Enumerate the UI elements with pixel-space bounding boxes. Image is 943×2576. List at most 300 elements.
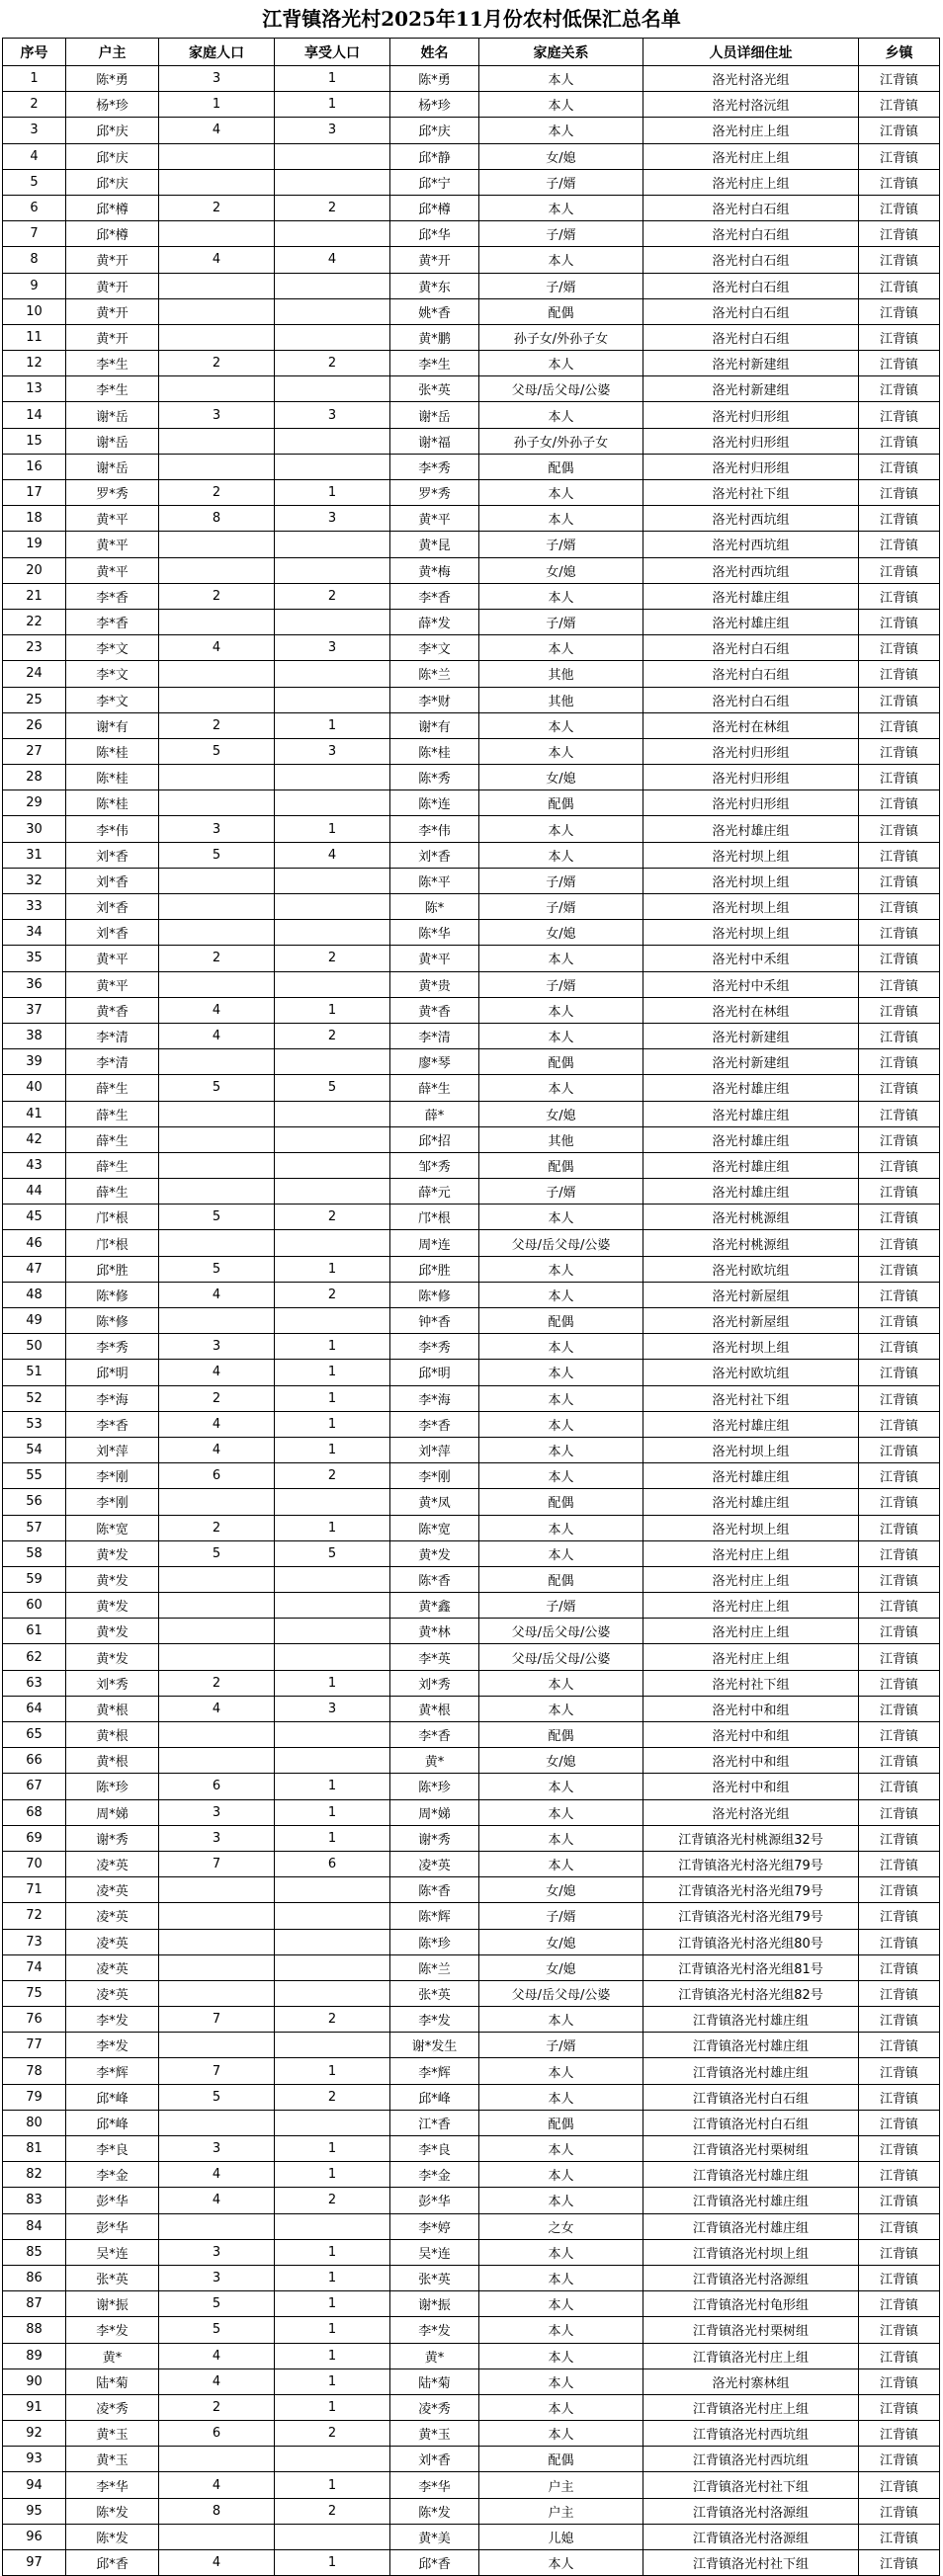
cell-name: 邱*胜 bbox=[390, 1256, 479, 1282]
cell-town: 江背镇 bbox=[859, 376, 940, 402]
cell-household-head: 黄*开 bbox=[66, 324, 159, 350]
cell-family-size: 5 bbox=[159, 738, 275, 764]
cell-beneficiaries: 2 bbox=[275, 1282, 390, 1307]
cell-town: 江背镇 bbox=[859, 712, 940, 738]
table-row bbox=[3, 2472, 940, 2498]
cell-relation: 本人 bbox=[479, 712, 643, 738]
cell-family-size: 3 bbox=[159, 1825, 275, 1851]
cell-family-size: 8 bbox=[159, 506, 275, 532]
table-row bbox=[3, 2007, 940, 2033]
cell-seq: 32 bbox=[3, 868, 66, 893]
cell-seq: 47 bbox=[3, 1256, 66, 1282]
cell-name: 张*英 bbox=[390, 2265, 479, 2290]
cell-family-size: 5 bbox=[159, 842, 275, 868]
table-row bbox=[3, 1980, 940, 2006]
cell-family-size bbox=[159, 687, 275, 712]
cell-seq: 97 bbox=[3, 2550, 66, 2576]
cell-address: 洛光村新建组 bbox=[643, 351, 859, 376]
cell-family-size bbox=[159, 868, 275, 893]
cell-relation: 本人 bbox=[479, 1075, 643, 1101]
table-row bbox=[3, 971, 940, 997]
cell-family-size bbox=[159, 376, 275, 402]
cell-seq: 6 bbox=[3, 195, 66, 220]
cell-relation: 配偶 bbox=[479, 1308, 643, 1334]
cell-family-size bbox=[159, 1980, 275, 2006]
cell-relation: 子/婿 bbox=[479, 1179, 643, 1205]
cell-beneficiaries bbox=[275, 1101, 390, 1126]
cell-family-size bbox=[159, 273, 275, 298]
cell-relation: 本人 bbox=[479, 2239, 643, 2265]
table-row bbox=[3, 635, 940, 661]
cell-town: 江背镇 bbox=[859, 1437, 940, 1462]
cell-seq: 94 bbox=[3, 2472, 66, 2498]
cell-town: 江背镇 bbox=[859, 247, 940, 273]
cell-address: 洛光村中和组 bbox=[643, 1722, 859, 1748]
cell-family-size bbox=[159, 169, 275, 195]
cell-seq: 82 bbox=[3, 2162, 66, 2188]
cell-address: 江背镇洛光村洛源组 bbox=[643, 2524, 859, 2549]
cell-seq: 40 bbox=[3, 1075, 66, 1101]
cell-address: 洛光村雄庄组 bbox=[643, 609, 859, 634]
cell-seq: 74 bbox=[3, 1954, 66, 1980]
cell-seq: 25 bbox=[3, 687, 66, 712]
cell-address: 洛光村庄上组 bbox=[643, 1566, 859, 1592]
cell-family-size: 6 bbox=[159, 1774, 275, 1799]
cell-relation: 户主 bbox=[479, 2498, 643, 2524]
table-row bbox=[3, 2394, 940, 2420]
cell-seq: 15 bbox=[3, 428, 66, 454]
cell-family-size bbox=[159, 1877, 275, 1903]
cell-name: 陈*香 bbox=[390, 1877, 479, 1903]
cell-name: 黄* bbox=[390, 1748, 479, 1774]
cell-beneficiaries bbox=[275, 143, 390, 169]
cell-address: 洛光村雄庄组 bbox=[643, 1411, 859, 1437]
table-row bbox=[3, 1593, 940, 1619]
cell-beneficiaries: 3 bbox=[275, 1696, 390, 1721]
cell-town: 江背镇 bbox=[859, 1540, 940, 1566]
cell-family-size bbox=[159, 1954, 275, 1980]
cell-relation: 父母/岳父母/公婆 bbox=[479, 1230, 643, 1256]
cell-address: 洛光村庄上组 bbox=[643, 1619, 859, 1644]
cell-family-size bbox=[159, 1308, 275, 1334]
cell-relation: 子/婿 bbox=[479, 532, 643, 557]
cell-relation: 之女 bbox=[479, 2213, 643, 2239]
cell-town: 江背镇 bbox=[859, 842, 940, 868]
table-row bbox=[3, 2550, 940, 2576]
cell-household-head: 陈*桂 bbox=[66, 738, 159, 764]
cell-address: 洛光村庄上组 bbox=[643, 118, 859, 143]
cell-household-head: 邱*胜 bbox=[66, 1256, 159, 1282]
table-row bbox=[3, 661, 940, 687]
table-row bbox=[3, 1489, 940, 1515]
table-row bbox=[3, 712, 940, 738]
cell-name: 谢*有 bbox=[390, 712, 479, 738]
cell-name: 陈*珍 bbox=[390, 1929, 479, 1954]
cell-beneficiaries bbox=[275, 1593, 390, 1619]
cell-seq: 70 bbox=[3, 1851, 66, 1876]
cell-town: 江背镇 bbox=[859, 1179, 940, 1205]
cell-seq: 42 bbox=[3, 1126, 66, 1152]
cell-beneficiaries: 1 bbox=[275, 2394, 390, 2420]
cell-household-head: 邱*峰 bbox=[66, 2110, 159, 2135]
cell-relation: 子/婿 bbox=[479, 273, 643, 298]
cell-address: 洛光村坝上组 bbox=[643, 1515, 859, 1540]
table-row bbox=[3, 1256, 940, 1282]
cell-town: 江背镇 bbox=[859, 661, 940, 687]
cell-relation: 配偶 bbox=[479, 2447, 643, 2472]
cell-beneficiaries: 4 bbox=[275, 247, 390, 273]
cell-beneficiaries: 3 bbox=[275, 635, 390, 661]
cell-relation: 本人 bbox=[479, 480, 643, 506]
table-row bbox=[3, 1411, 940, 1437]
cell-family-size bbox=[159, 765, 275, 790]
cell-beneficiaries: 3 bbox=[275, 506, 390, 532]
cell-name: 黄*鑫 bbox=[390, 1593, 479, 1619]
table-row bbox=[3, 1023, 940, 1048]
cell-household-head: 薛*生 bbox=[66, 1101, 159, 1126]
cell-seq: 8 bbox=[3, 247, 66, 273]
cell-name: 李*华 bbox=[390, 2472, 479, 2498]
cell-family-size bbox=[159, 1566, 275, 1592]
cell-beneficiaries: 2 bbox=[275, 2188, 390, 2213]
cell-town: 江背镇 bbox=[859, 2317, 940, 2343]
cell-name: 李*伟 bbox=[390, 816, 479, 842]
cell-town: 江背镇 bbox=[859, 2188, 940, 2213]
cell-beneficiaries: 1 bbox=[275, 2058, 390, 2084]
cell-household-head: 薛*生 bbox=[66, 1126, 159, 1152]
cell-beneficiaries: 2 bbox=[275, 195, 390, 220]
cell-family-size: 6 bbox=[159, 2421, 275, 2447]
cell-seq: 79 bbox=[3, 2084, 66, 2110]
cell-address: 洛光村坝上组 bbox=[643, 1334, 859, 1360]
cell-family-size: 4 bbox=[159, 2188, 275, 2213]
cell-beneficiaries: 3 bbox=[275, 402, 390, 428]
cell-beneficiaries: 1 bbox=[275, 1411, 390, 1437]
cell-town: 江背镇 bbox=[859, 920, 940, 946]
cell-name: 陈*华 bbox=[390, 920, 479, 946]
table-row bbox=[3, 247, 940, 273]
cell-beneficiaries: 1 bbox=[275, 2265, 390, 2290]
cell-address: 洛光村坝上组 bbox=[643, 868, 859, 893]
cell-beneficiaries: 1 bbox=[275, 1670, 390, 1696]
cell-family-size: 4 bbox=[159, 2368, 275, 2394]
cell-address: 江背镇洛光村雄庄组 bbox=[643, 2058, 859, 2084]
cell-beneficiaries bbox=[275, 661, 390, 687]
cell-beneficiaries bbox=[275, 454, 390, 479]
cell-address: 江背镇洛光村坝上组 bbox=[643, 2239, 859, 2265]
cell-household-head: 黄*发 bbox=[66, 1566, 159, 1592]
table-row bbox=[3, 1748, 940, 1774]
cell-seq: 56 bbox=[3, 1489, 66, 1515]
cell-town: 江背镇 bbox=[859, 351, 940, 376]
cell-address: 洛光村欧坑组 bbox=[643, 1360, 859, 1385]
cell-name: 邱*峰 bbox=[390, 2084, 479, 2110]
cell-household-head: 谢*有 bbox=[66, 712, 159, 738]
cell-beneficiaries bbox=[275, 2524, 390, 2549]
cell-household-head: 凌*英 bbox=[66, 1903, 159, 1929]
cell-relation: 本人 bbox=[479, 351, 643, 376]
cell-seq: 54 bbox=[3, 1437, 66, 1462]
cell-address: 洛光村白石组 bbox=[643, 635, 859, 661]
cell-beneficiaries: 5 bbox=[275, 1540, 390, 1566]
cell-address: 洛光村西坑组 bbox=[643, 506, 859, 532]
cell-household-head: 黄*平 bbox=[66, 946, 159, 971]
cell-household-head: 刘*香 bbox=[66, 920, 159, 946]
cell-name: 杨*珍 bbox=[390, 92, 479, 118]
cell-address: 洛光村雄庄组 bbox=[643, 816, 859, 842]
cell-seq: 76 bbox=[3, 2007, 66, 2033]
cell-name: 张*英 bbox=[390, 1980, 479, 2006]
cell-seq: 62 bbox=[3, 1644, 66, 1670]
cell-relation: 本人 bbox=[479, 195, 643, 220]
table-row bbox=[3, 2136, 940, 2162]
cell-town: 江背镇 bbox=[859, 1334, 940, 1360]
cell-relation: 本人 bbox=[479, 2007, 643, 2033]
cell-beneficiaries bbox=[275, 298, 390, 324]
cell-relation: 本人 bbox=[479, 1696, 643, 1721]
cell-name: 陆*菊 bbox=[390, 2368, 479, 2394]
cell-beneficiaries: 1 bbox=[275, 2136, 390, 2162]
cell-seq: 13 bbox=[3, 376, 66, 402]
cell-household-head: 邱*樽 bbox=[66, 195, 159, 220]
cell-seq: 24 bbox=[3, 661, 66, 687]
cell-beneficiaries bbox=[275, 273, 390, 298]
cell-town: 江背镇 bbox=[859, 2239, 940, 2265]
cell-name: 黄*根 bbox=[390, 1696, 479, 1721]
cell-household-head: 黄*玉 bbox=[66, 2447, 159, 2472]
cell-family-size bbox=[159, 1126, 275, 1152]
cell-address: 洛光村雄庄组 bbox=[643, 1152, 859, 1178]
cell-name: 廖*琴 bbox=[390, 1049, 479, 1075]
cell-relation: 子/婿 bbox=[479, 609, 643, 634]
cell-name: 李*香 bbox=[390, 583, 479, 609]
table-row bbox=[3, 1954, 940, 1980]
cell-name: 李*辉 bbox=[390, 2058, 479, 2084]
cell-family-size: 2 bbox=[159, 583, 275, 609]
cell-town: 江背镇 bbox=[859, 2343, 940, 2368]
cell-household-head: 黄*平 bbox=[66, 557, 159, 583]
cell-address: 洛光村白石组 bbox=[643, 324, 859, 350]
table-row bbox=[3, 2110, 940, 2135]
cell-beneficiaries: 3 bbox=[275, 118, 390, 143]
cell-family-size: 3 bbox=[159, 402, 275, 428]
cell-beneficiaries: 1 bbox=[275, 2368, 390, 2394]
table-row bbox=[3, 1903, 940, 1929]
cell-beneficiaries: 1 bbox=[275, 2472, 390, 2498]
cell-seq: 26 bbox=[3, 712, 66, 738]
table-row bbox=[3, 738, 940, 764]
cell-relation: 女/媳 bbox=[479, 143, 643, 169]
cell-household-head: 邱*庆 bbox=[66, 143, 159, 169]
table-row bbox=[3, 790, 940, 816]
cell-relation: 本人 bbox=[479, 2188, 643, 2213]
cell-name: 李*海 bbox=[390, 1385, 479, 1411]
cell-address: 洛光村雄庄组 bbox=[643, 1075, 859, 1101]
cell-address: 江背镇洛光村西坑组 bbox=[643, 2421, 859, 2447]
cell-family-size: 4 bbox=[159, 997, 275, 1023]
cell-address: 洛光村中和组 bbox=[643, 1696, 859, 1721]
cell-relation: 女/媳 bbox=[479, 1877, 643, 1903]
cell-family-size: 3 bbox=[159, 2239, 275, 2265]
cell-town: 江背镇 bbox=[859, 1385, 940, 1411]
cell-seq: 57 bbox=[3, 1515, 66, 1540]
cell-seq: 46 bbox=[3, 1230, 66, 1256]
table-row bbox=[3, 2213, 940, 2239]
cell-family-size bbox=[159, 1230, 275, 1256]
cell-family-size bbox=[159, 428, 275, 454]
cell-address: 洛光村白石组 bbox=[643, 298, 859, 324]
cell-town: 江背镇 bbox=[859, 738, 940, 764]
cell-family-size: 4 bbox=[159, 1023, 275, 1048]
cell-relation: 本人 bbox=[479, 997, 643, 1023]
cell-beneficiaries bbox=[275, 1179, 390, 1205]
cell-family-size: 7 bbox=[159, 2058, 275, 2084]
cell-address: 洛光村坝上组 bbox=[643, 894, 859, 920]
cell-relation: 子/婿 bbox=[479, 221, 643, 247]
cell-beneficiaries: 3 bbox=[275, 738, 390, 764]
cell-name: 邱*华 bbox=[390, 221, 479, 247]
cell-household-head: 邱*香 bbox=[66, 2550, 159, 2576]
cell-family-size: 5 bbox=[159, 2291, 275, 2317]
cell-beneficiaries bbox=[275, 428, 390, 454]
cell-household-head: 李*发 bbox=[66, 2317, 159, 2343]
cell-household-head: 邱*庆 bbox=[66, 169, 159, 195]
table-row bbox=[3, 1774, 940, 1799]
cell-name: 邱*招 bbox=[390, 1126, 479, 1152]
cell-household-head: 陈*修 bbox=[66, 1308, 159, 1334]
cell-address: 洛光村中和组 bbox=[643, 1774, 859, 1799]
cell-town: 江背镇 bbox=[859, 1825, 940, 1851]
cell-name: 李*刚 bbox=[390, 1463, 479, 1489]
cell-name: 薛*发 bbox=[390, 609, 479, 634]
cell-address: 洛光村雄庄组 bbox=[643, 1101, 859, 1126]
cell-name: 邱*宁 bbox=[390, 169, 479, 195]
cell-family-size: 4 bbox=[159, 1437, 275, 1462]
cell-beneficiaries bbox=[275, 2033, 390, 2058]
cell-seq: 89 bbox=[3, 2343, 66, 2368]
cell-address: 洛光村白石组 bbox=[643, 221, 859, 247]
cell-relation: 本人 bbox=[479, 247, 643, 273]
cell-name: 薛*元 bbox=[390, 1179, 479, 1205]
cell-town: 江背镇 bbox=[859, 298, 940, 324]
cell-household-head: 黄*开 bbox=[66, 298, 159, 324]
cell-name: 黄*梅 bbox=[390, 557, 479, 583]
cell-beneficiaries bbox=[275, 1748, 390, 1774]
cell-town: 江背镇 bbox=[859, 273, 940, 298]
cell-household-head: 陈*珍 bbox=[66, 1774, 159, 1799]
cell-name: 陈*香 bbox=[390, 1566, 479, 1592]
cell-name: 黄*平 bbox=[390, 946, 479, 971]
cell-beneficiaries: 1 bbox=[275, 1385, 390, 1411]
cell-relation: 其他 bbox=[479, 1126, 643, 1152]
cell-seq: 1 bbox=[3, 66, 66, 92]
cell-address: 洛光村新建组 bbox=[643, 1023, 859, 1048]
cell-name: 李*英 bbox=[390, 1644, 479, 1670]
cell-name: 陈*修 bbox=[390, 1282, 479, 1307]
cell-family-size: 4 bbox=[159, 2472, 275, 2498]
cell-seq: 55 bbox=[3, 1463, 66, 1489]
table-row bbox=[3, 1075, 940, 1101]
cell-town: 江背镇 bbox=[859, 1799, 940, 1825]
header-town: 乡镇 bbox=[859, 39, 940, 66]
cell-household-head: 黄*根 bbox=[66, 1748, 159, 1774]
cell-town: 江背镇 bbox=[859, 1722, 940, 1748]
cell-town: 江背镇 bbox=[859, 2524, 940, 2549]
cell-address: 洛光村中禾组 bbox=[643, 971, 859, 997]
table-row bbox=[3, 1179, 940, 1205]
cell-household-head: 刘*香 bbox=[66, 868, 159, 893]
table-row bbox=[3, 1644, 940, 1670]
cell-seq: 66 bbox=[3, 1748, 66, 1774]
cell-address: 洛光村庄上组 bbox=[643, 169, 859, 195]
cell-beneficiaries: 2 bbox=[275, 2498, 390, 2524]
cell-household-head: 黄*发 bbox=[66, 1593, 159, 1619]
cell-town: 江背镇 bbox=[859, 118, 940, 143]
cell-family-size: 5 bbox=[159, 1205, 275, 1230]
cell-household-head: 陈*勇 bbox=[66, 66, 159, 92]
cell-family-size bbox=[159, 1644, 275, 1670]
cell-town: 江背镇 bbox=[859, 1644, 940, 1670]
cell-relation: 本人 bbox=[479, 1463, 643, 1489]
cell-household-head: 黄*平 bbox=[66, 971, 159, 997]
table-row bbox=[3, 946, 940, 971]
cell-address: 洛光村中禾组 bbox=[643, 946, 859, 971]
cell-relation: 配偶 bbox=[479, 454, 643, 479]
cell-seq: 52 bbox=[3, 1385, 66, 1411]
cell-relation: 本人 bbox=[479, 738, 643, 764]
cell-beneficiaries: 1 bbox=[275, 66, 390, 92]
cell-beneficiaries bbox=[275, 1619, 390, 1644]
cell-name: 陈*珍 bbox=[390, 1774, 479, 1799]
cell-address: 江背镇洛光村雄庄组 bbox=[643, 2007, 859, 2033]
cell-beneficiaries bbox=[275, 169, 390, 195]
table-row bbox=[3, 894, 940, 920]
cell-name: 李*秀 bbox=[390, 1334, 479, 1360]
cell-address: 江背镇洛光村雄庄组 bbox=[643, 2033, 859, 2058]
table-row bbox=[3, 1308, 940, 1334]
cell-address: 洛光村新屋组 bbox=[643, 1282, 859, 1307]
cell-address: 江背镇洛光村洛光组81号 bbox=[643, 1954, 859, 1980]
cell-household-head: 李*海 bbox=[66, 1385, 159, 1411]
cell-household-head: 黄*平 bbox=[66, 532, 159, 557]
cell-household-head: 李*清 bbox=[66, 1023, 159, 1048]
table-row bbox=[3, 2188, 940, 2213]
cell-family-size: 4 bbox=[159, 1282, 275, 1307]
cell-town: 江背镇 bbox=[859, 816, 940, 842]
cell-household-head: 彭*华 bbox=[66, 2188, 159, 2213]
cell-town: 江背镇 bbox=[859, 1489, 940, 1515]
table-row bbox=[3, 376, 940, 402]
cell-beneficiaries: 1 bbox=[275, 1774, 390, 1799]
table-row bbox=[3, 609, 940, 634]
cell-town: 江背镇 bbox=[859, 2421, 940, 2447]
table-row bbox=[3, 2033, 940, 2058]
cell-seq: 61 bbox=[3, 1619, 66, 1644]
cell-family-size bbox=[159, 2213, 275, 2239]
cell-seq: 63 bbox=[3, 1670, 66, 1696]
cell-household-head: 张*英 bbox=[66, 2265, 159, 2290]
cell-address: 洛光村新屋组 bbox=[643, 1308, 859, 1334]
table-row bbox=[3, 298, 940, 324]
cell-name: 邱*香 bbox=[390, 2550, 479, 2576]
cell-address: 江背镇洛光村洛源组 bbox=[643, 2498, 859, 2524]
cell-family-size: 4 bbox=[159, 2162, 275, 2188]
cell-beneficiaries bbox=[275, 790, 390, 816]
cell-family-size bbox=[159, 2447, 275, 2472]
cell-seq: 5 bbox=[3, 169, 66, 195]
cell-address: 洛光村庄上组 bbox=[643, 1644, 859, 1670]
table-row bbox=[3, 1515, 940, 1540]
